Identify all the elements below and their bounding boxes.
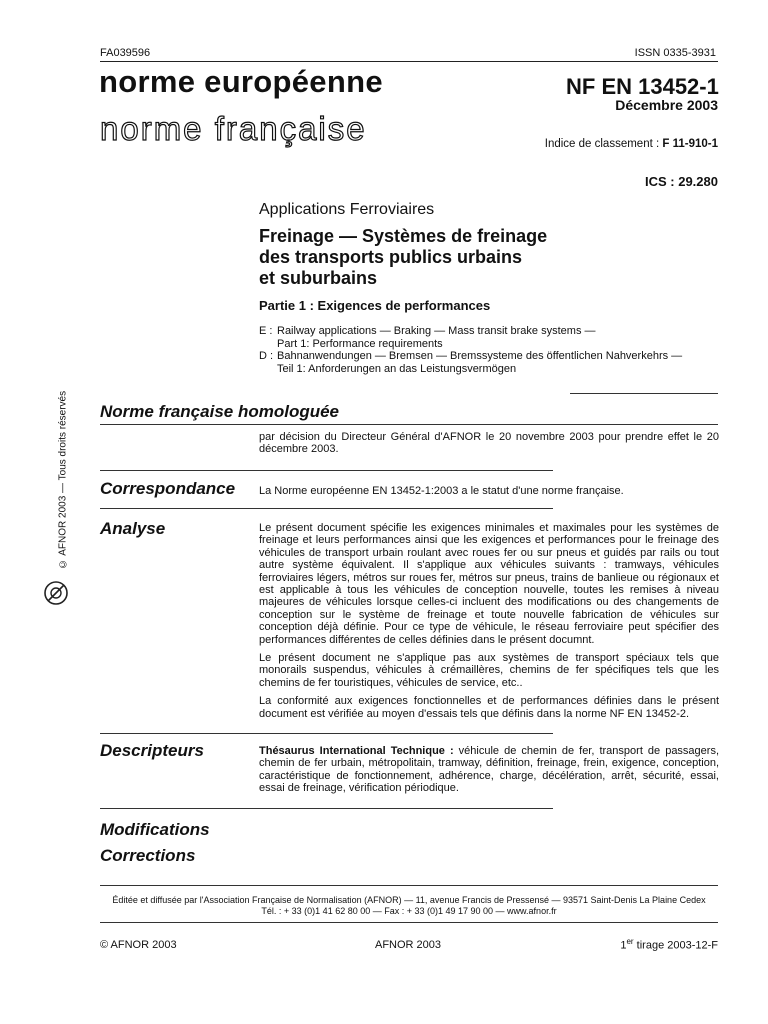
translated-titles (259, 325, 719, 375)
divider (100, 885, 718, 886)
german-title-text-1: Bahnanwendungen — Bremsen — Bremssysteme des öffentlichen Nahverkehrs — (277, 350, 683, 362)
nf-code: NF EN 13452-1 (566, 74, 719, 99)
english-title-line-1 (259, 325, 719, 338)
lang-key-e: E : (259, 325, 273, 337)
lang-key-d: D : (259, 350, 274, 362)
divider (100, 922, 718, 923)
footer-tirage (620, 937, 718, 952)
descripteurs-text (259, 745, 719, 795)
analyse-paragraph-3: La conformité aux exigences fonctionnelles et de performances définies dans le présent document est vérifiée au moyen d'essais tels que définis dans la norme NF EN 13452-2. (259, 695, 719, 720)
part-title: Partie 1 : Exigences de performances (259, 298, 491, 313)
publisher-address: Éditée et diffusée par l'Association Française de Normalisation (AFNOR) — 11, avenue Francis de Pressensé — 93571 Saint-Denis La Plaine Cedex (112, 895, 706, 905)
copy-prohibited-icon (43, 580, 69, 606)
publication-date: Décembre 2003 (615, 97, 718, 113)
analyse-text (259, 522, 719, 726)
section-label-correspondance: Correspondance (100, 479, 236, 498)
english-title-text-2: Part 1: Performance requirements (277, 337, 443, 350)
divider (570, 393, 718, 394)
classement-value: F 11-910-1 (662, 138, 718, 150)
section-label-analyse: Analyse (100, 519, 166, 538)
title-line-2: des transports publics urbains (259, 247, 523, 267)
category-title: Applications Ferroviaires (259, 201, 435, 218)
section-label-modifications: Modifications (100, 820, 210, 839)
divider (100, 733, 553, 734)
title-line-1: Freinage — Systèmes de freinage (259, 226, 548, 246)
classement-label: Indice de classement : (544, 138, 660, 150)
divider (100, 808, 553, 809)
rights-reserved-text: © AFNOR 2003 — Tous droits réservés (57, 390, 69, 570)
correspondance-text: La Norme européenne EN 13452-1:2003 a le statut d'une norme française. (259, 485, 624, 497)
header-rule (100, 61, 718, 62)
section-label-homologuee: Norme française homologuée (100, 402, 340, 421)
title-norme-europeenne: norme européenne (99, 64, 383, 99)
title-line-3: et suburbains (259, 268, 378, 288)
document-title (259, 226, 639, 289)
document-id: FA039596 (100, 47, 151, 59)
english-title-text-1: Railway applications — Braking — Mass transit brake systems — (277, 325, 596, 337)
analyse-paragraph-2: Le présent document ne s'applique pas aux systèmes de transport spéciaux tels que monorails suspendus, véhicules à crémaillères, chemins de fer spécifiques tels que les chemins de fer touristiques, véhicules de service, etc.. (259, 652, 719, 689)
tirage-sup: er (626, 937, 634, 946)
title-norme-francaise: norme française (100, 110, 367, 147)
publisher-info (100, 895, 718, 917)
footer-copyright: © AFNOR 2003 (100, 939, 177, 951)
footer-center: AFNOR 2003 (375, 939, 442, 951)
ics-code: ICS : 29.280 (645, 174, 718, 189)
divider (100, 424, 718, 425)
divider (100, 508, 553, 509)
homologuee-text: par décision du Directeur Général d'AFNOR le 20 novembre 2003 pour prendre effet le 20 décembre 2003. (259, 431, 719, 456)
german-title-line-1 (259, 350, 719, 363)
descripteurs-lead: Thésaurus International Technique : (259, 745, 454, 757)
tirage-number: 1 (620, 939, 627, 952)
descripteurs-keywords: véhicule de chemin de fer, transport de passagers, chemin de fer urbain, métropolitain, tramway, définition, freinage, frein, exigence, conception, caractéristique de fonctionnement, adhérence, charge, décélération, arrêt, sécurité, essai, essai de freinage, vérification périodique. (259, 745, 720, 795)
section-label-descripteurs: Descripteurs (100, 741, 204, 760)
tirage-text: tirage 2003-12-F (633, 939, 718, 952)
german-title-text-2: Teil 1: Anforderungen an das Leistungsvermögen (277, 362, 517, 375)
issn: ISSN 0335-3931 (634, 47, 716, 59)
analyse-paragraph-1: Le présent document spécifie les exigences minimales et maximales pour les systèmes de freinage et leurs performances ainsi que les exigences et performances pour le freinage des véhicules de transport urbain roulant avec roues fer ou sur pneus et guidés par rails ou tout autre système équivalent. Il s'applique aux véhicules suivants : tramways, véhicules ferroviaires légers, métros sur roues fer, métros sur pneus, trains de banlieue ou régionaux et est applicable à tous les véhicules de conception nouvelle, toutes les remises à niveau majeures de véhicules lorsque celles-ci incluent des modifications ou des changements de conception sur le système de freinage et toute nouvelle fabrication de véhicules sur conception déjà définie. Pour ce type de véhicule, le réseau ferroviaire peut spécifier des performances différentes de celles définies dans le présent documnt. (259, 522, 719, 646)
classement-index (545, 138, 718, 150)
divider (100, 470, 553, 471)
publisher-contact: Tél. : + 33 (0)1 41 62 80 00 — Fax : + 33 (0)1 49 17 90 00 — www.afnor.fr (261, 906, 557, 916)
section-label-corrections: Corrections (100, 846, 196, 865)
